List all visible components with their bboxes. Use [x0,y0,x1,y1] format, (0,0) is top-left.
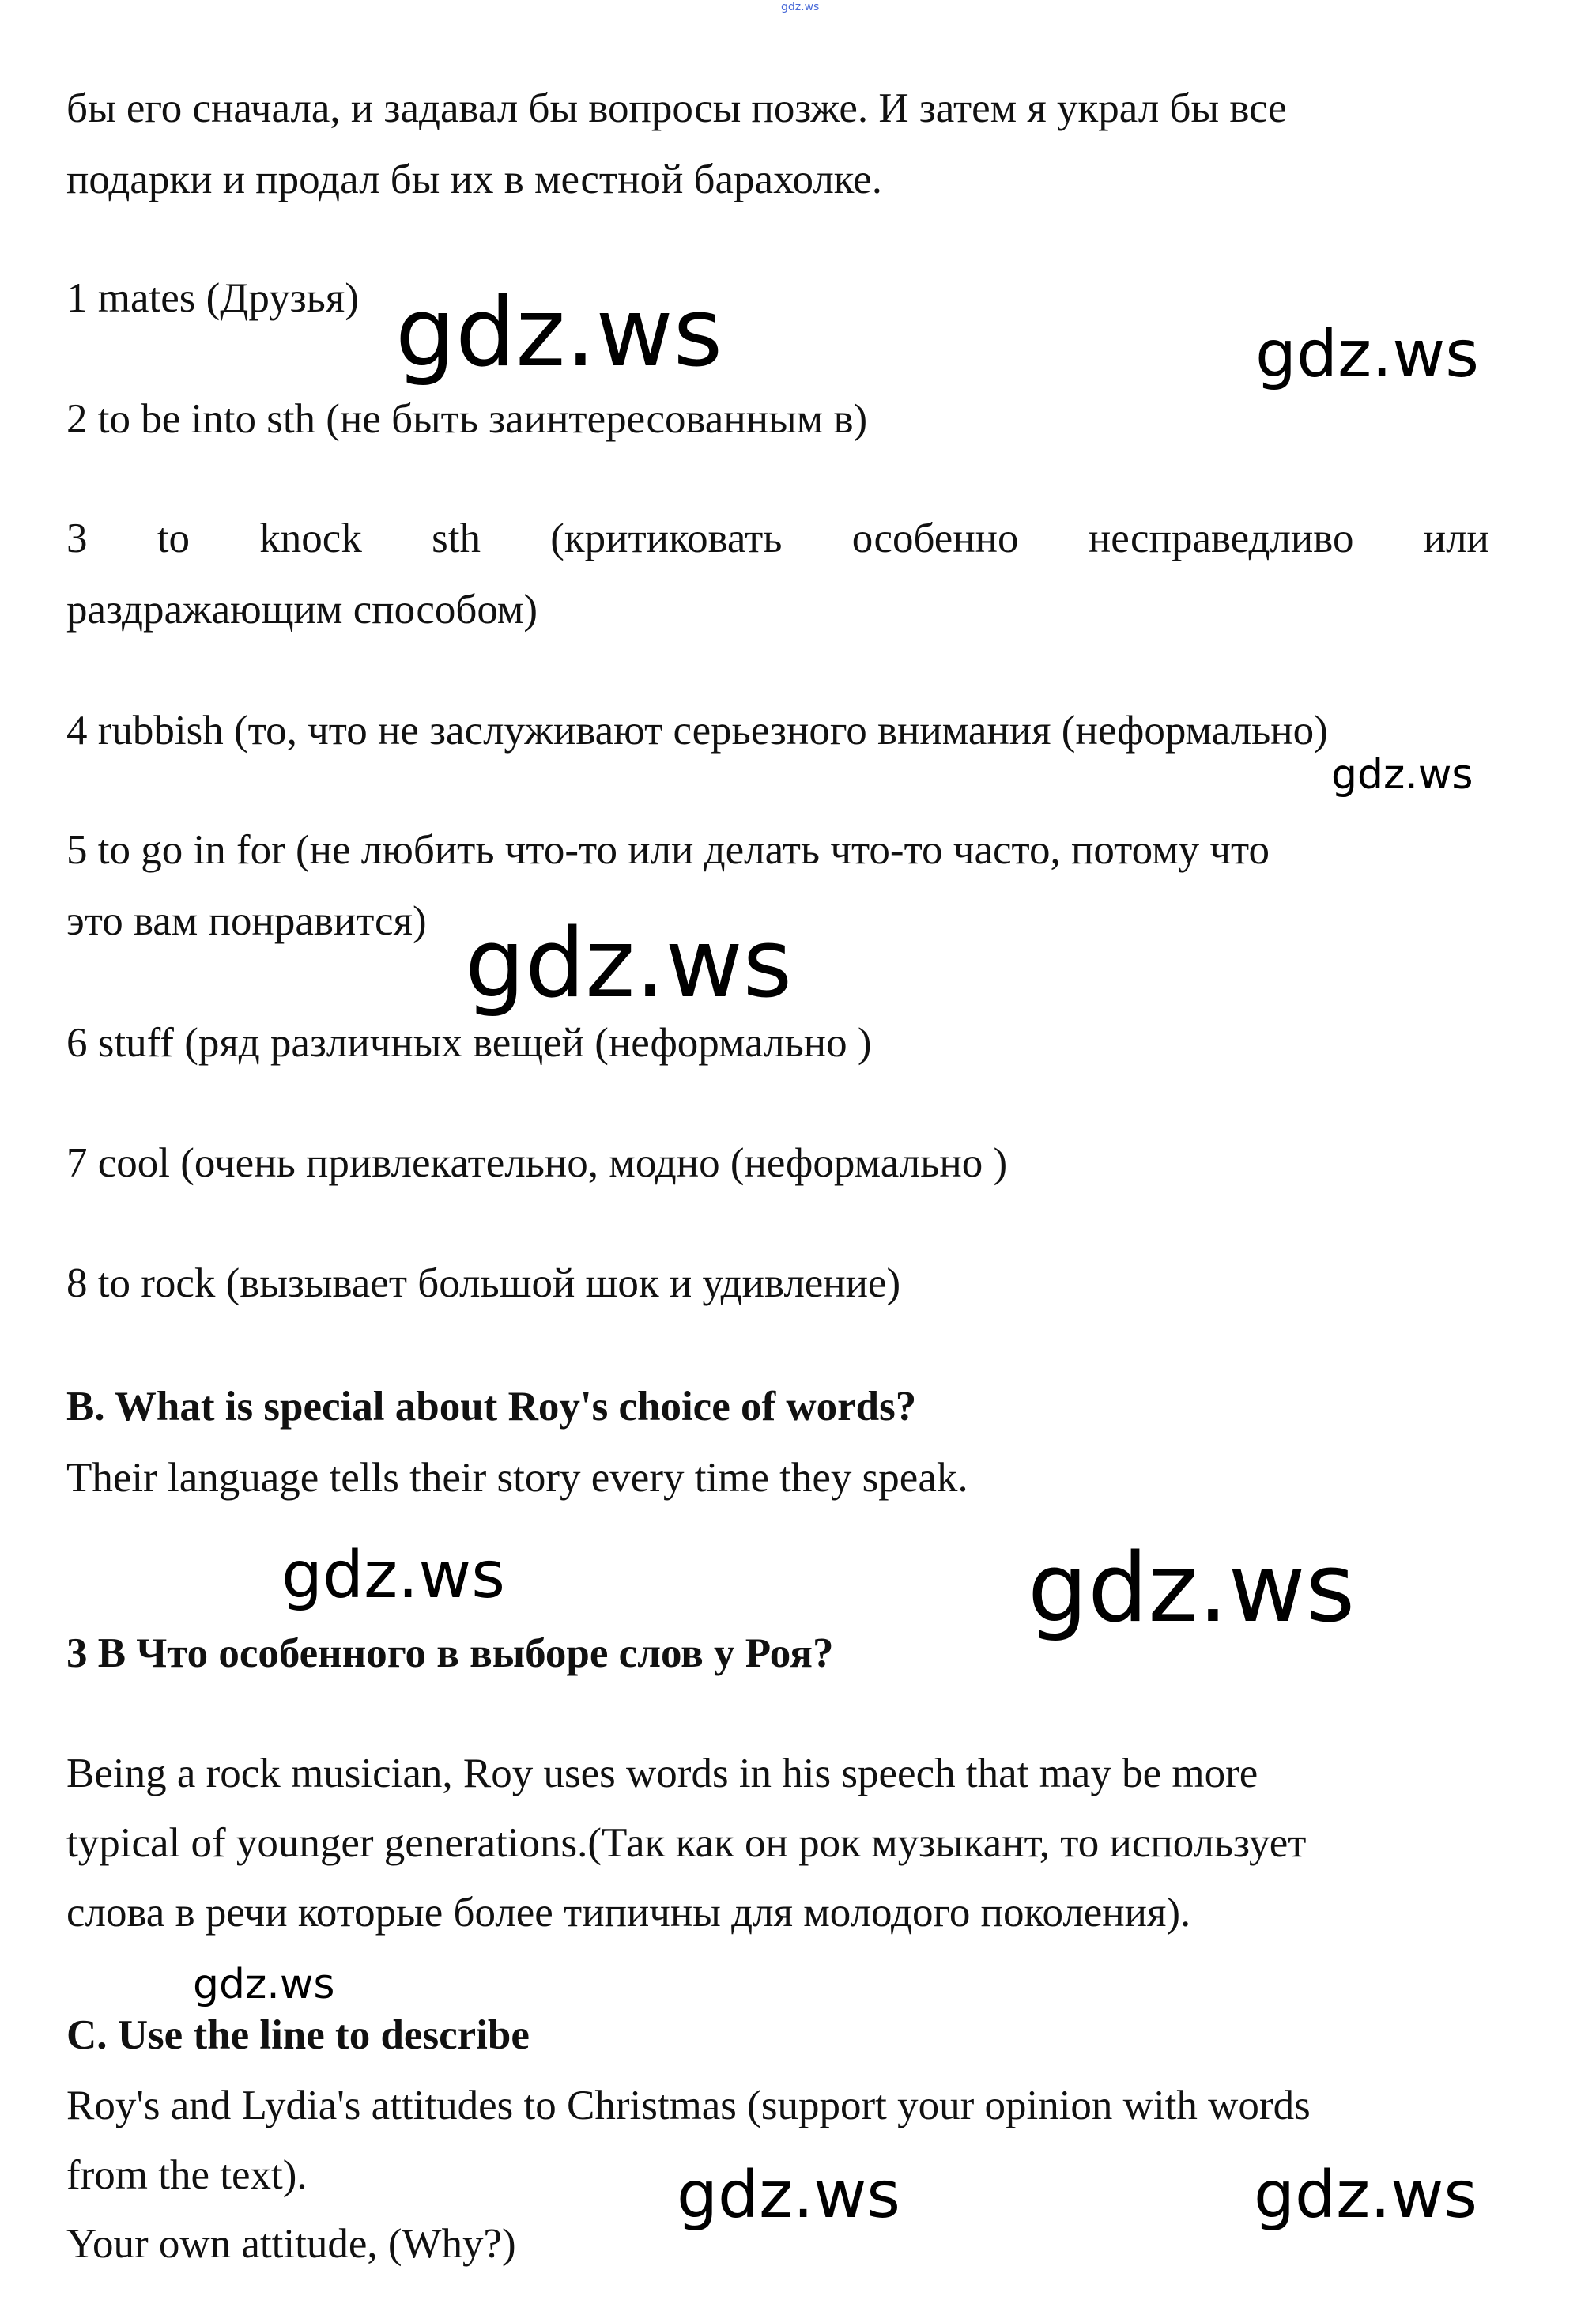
answer-line-1: Being a rock musician, Roy uses words in his speech that may be more [66,1751,1258,1796]
section-b-text: Their language tells their story every time they speak. [66,1455,968,1501]
vocab-item-6: 6 stuff (ряд различных вещей (неформально ) [66,1020,872,1066]
word: to [157,516,191,561]
vocab-item-8: 8 to rock (вызывает большой шок и удивление) [66,1260,901,1306]
watermark: gdz.ws [1331,751,1473,799]
vocab-item-1: 1 mates (Друзья) [66,275,359,321]
vocab-item-4: 4 rubbish (то, что не заслуживают серьезного внимания (неформально) [66,708,1328,754]
word: особенно [851,516,1019,561]
section-b-heading: B. What is special about Roy's choice of words? [66,1384,917,1430]
watermark: gdz.ws [1028,1534,1356,1644]
vocab-item-5-line-2: это вам понравится) [66,898,427,944]
watermark: gdz.ws [193,1961,335,2008]
word: knock [259,516,362,561]
intro-line-1: бы его сначала, и задавал бы вопросы позже. И затем я украл бы все [66,85,1287,131]
word: или [1423,516,1489,561]
vocab-item-5-line-1: 5 to go in for (не любить что-то или делать что-то часто, потому что [66,827,1270,873]
intro-line-2: подарки и продал бы их в местной барахолке. [66,157,882,202]
watermark: gdz.ws [281,1538,505,1613]
answer-line-3: слова в речи которые более типичны для молодого поколения). [66,1890,1191,1936]
vocab-item-3-line-2: раздражающим способом) [66,587,538,633]
word: (критиковать [550,516,783,561]
answer-line-2: typical of younger generations.(Так как он рок музыкант, то использует [66,1820,1307,1866]
watermark: gdz.ws [465,909,793,1019]
watermark: gdz.ws [1255,317,1479,392]
watermark: gdz.ws [395,278,723,388]
vocab-item-2: 2 to be into sth (не быть заинтересованным в) [66,396,868,442]
section-c-line-3: Your own attitude, (Why?) [66,2221,516,2267]
section-c-line-2: from the text). [66,2152,308,2198]
watermark: gdz.ws [677,2158,900,2233]
word: sth [432,516,481,561]
word: 3 [66,516,88,561]
section-c-line-1: Roy's and Lydia's attitudes to Christmas (support your opinion with words [66,2083,1311,2128]
section-c-heading: C. Use the line to describe [66,2012,530,2058]
vocab-item-3-line-1 [66,514,1489,563]
watermark: gdz.ws [1254,2158,1477,2233]
section-3b-heading: 3 В Что особенного в выборе слов у Роя? [66,1630,834,1676]
header-watermark: gdz.ws [781,1,820,13]
word: несправедливо [1088,516,1354,561]
vocab-item-7: 7 cool (очень привлекательно, модно (неформально ) [66,1140,1008,1186]
